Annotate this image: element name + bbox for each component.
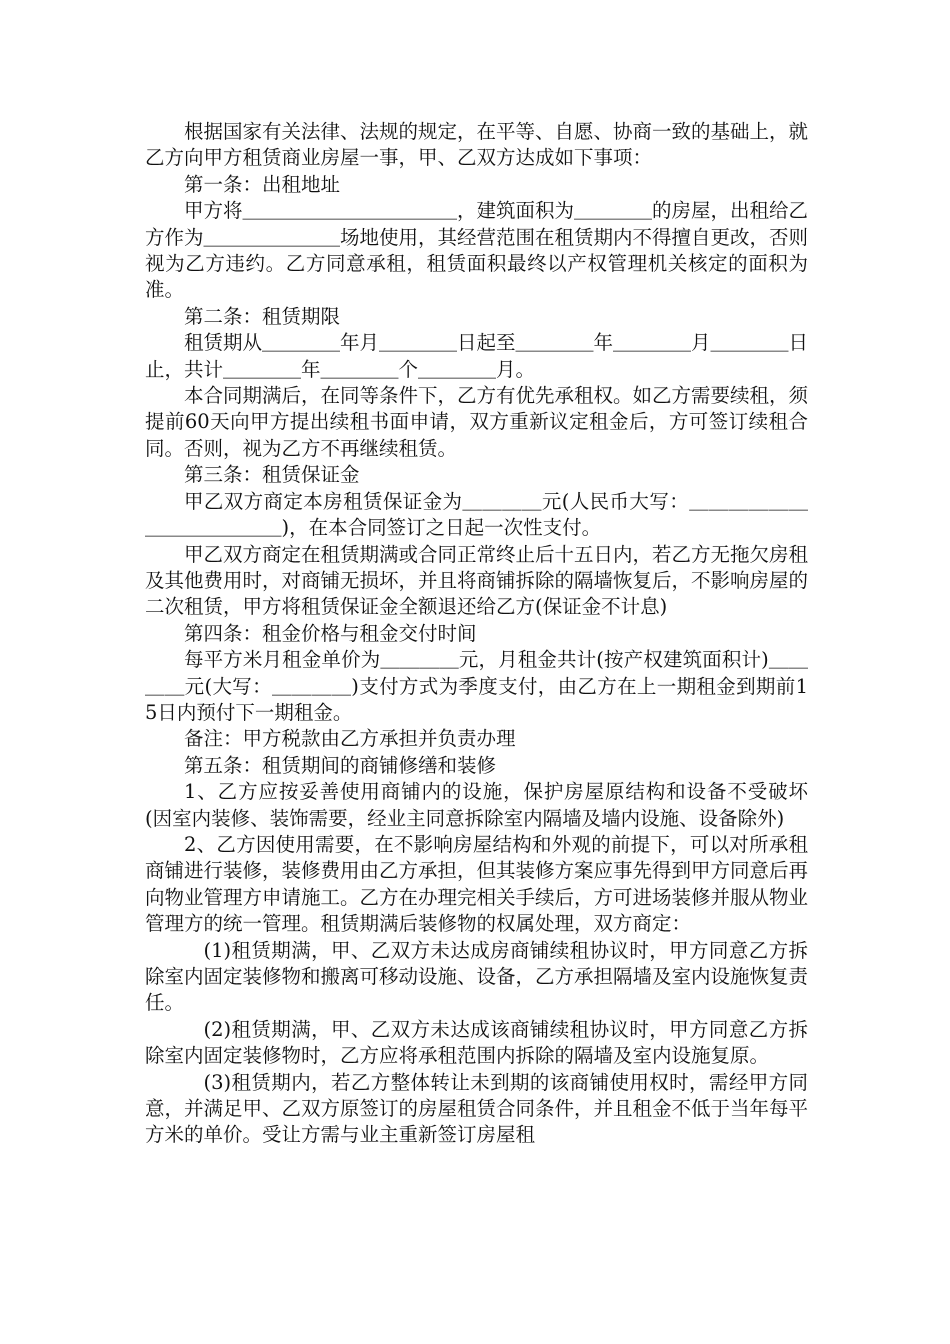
article-5-item-2: 2、乙方因使用需要，在不影响房屋结构和外观的前提下，可以对所承租商铺进行装修，装修费用由乙方承担，但其装修方案应事先得到甲方同意后再向物业管理方申请施工。乙方在办理完相关手续后，方可进场装修并服从物业管理方的统一管理。租赁期满后装修物的权属处理，双方商定： — [145, 832, 809, 936]
article-2-term: 租赁期从＿＿＿＿年月＿＿＿＿日起至＿＿＿＿年＿＿＿＿月＿＿＿＿日止，共计＿＿＿＿年＿＿＿＿个＿＿＿＿月。 — [145, 331, 809, 381]
article-4-note: 备注：甲方税款由乙方承担并负责办理 — [184, 727, 516, 751]
article-3-heading: 第三条：租赁保证金 — [184, 463, 360, 487]
article-5-subitem-2: (2)租赁期满，甲、乙双方未达成该商铺续租协议时，甲方同意乙方拆除室内固定装修物时，乙方应将承租范围内拆除的隔墙及室内设施复原。 — [145, 1017, 808, 1068]
document-page — [145, 119, 808, 1149]
article-5-heading: 第五条：租赁期间的商铺修缮和装修 — [184, 753, 497, 777]
article-1-body: 甲方将＿＿＿＿＿＿＿＿＿＿＿，建筑面积为＿＿＿＿的房屋，出租给乙方作为＿＿＿＿＿＿＿场地使用，其经营范围在租赁期内不得擅自更改，否则视为乙方违约。乙方同意承租，租赁面积最终以产权管理机关核定的面积为准。 — [145, 199, 809, 302]
article-5-subitem-1: (1)租赁期满，甲、乙双方未达成房商铺续租协议时，甲方同意乙方拆除室内固定装修物和搬离可移动设施、设备，乙方承担隔墙及室内设施恢复责任。 — [145, 938, 809, 1015]
article-3-deposit: 甲乙双方商定本房租赁保证金为＿＿＿＿元(人民币大写：＿＿＿＿＿＿＿＿＿＿＿＿＿)，在本合同签订之日起一次性支付。 — [145, 489, 808, 540]
article-5-item-1: 1、乙方应按妥善使用商铺内的设施，保护房屋原结构和设备不受破坏(因室内装修、装饰需要，经业主同意拆除室内隔墙及墙内设施、设备除外) — [145, 780, 808, 830]
article-2-heading: 第二条：租赁期限 — [184, 304, 341, 328]
article-4-rent: 每平方米月租金单价为＿＿＿＿元，月租金共计(按产权建筑面积计)＿＿＿＿元(大写：＿＿＿＿)支付方式为季度支付，由乙方在上一期租金到期前15日内预付下一期租金。 — [145, 648, 808, 724]
article-1-heading: 第一条：出租地址 — [184, 172, 341, 196]
preamble-paragraph: 根据国家有关法律、法规的规定，在平等、自愿、协商一致的基础上，就乙方向甲方租赁商业房屋一事，甲、乙双方达成如下事项： — [145, 120, 809, 170]
article-4-heading: 第四条：租金价格与租金交付时间 — [184, 621, 477, 645]
article-3-refund: 甲乙双方商定在租赁期满或合同正常终止后十五日内，若乙方无拖欠房租及其他费用时，对商铺无损坏，并且将商铺拆除的隔墙恢复后，不影响房屋的二次租赁，甲方将租赁保证金全额退还给乙方(保证金不计息) — [145, 542, 809, 619]
article-2-renewal: 本合同期满后，在同等条件下，乙方有优先承租权。如乙方需要续租，须提前60天向甲方提出续租书面申请，双方重新议定租金后，方可签订续租合同。否则，视为乙方不再继续租赁。 — [145, 384, 809, 460]
article-5-subitem-3: (3)租赁期内，若乙方整体转让未到期的该商铺使用权时，需经甲方同意，并满足甲、乙双方原签订的房屋租赁合同条件，并且租金不低于当年每平方米的单价。受让方需与业主重新签订房屋租 — [145, 1070, 809, 1147]
